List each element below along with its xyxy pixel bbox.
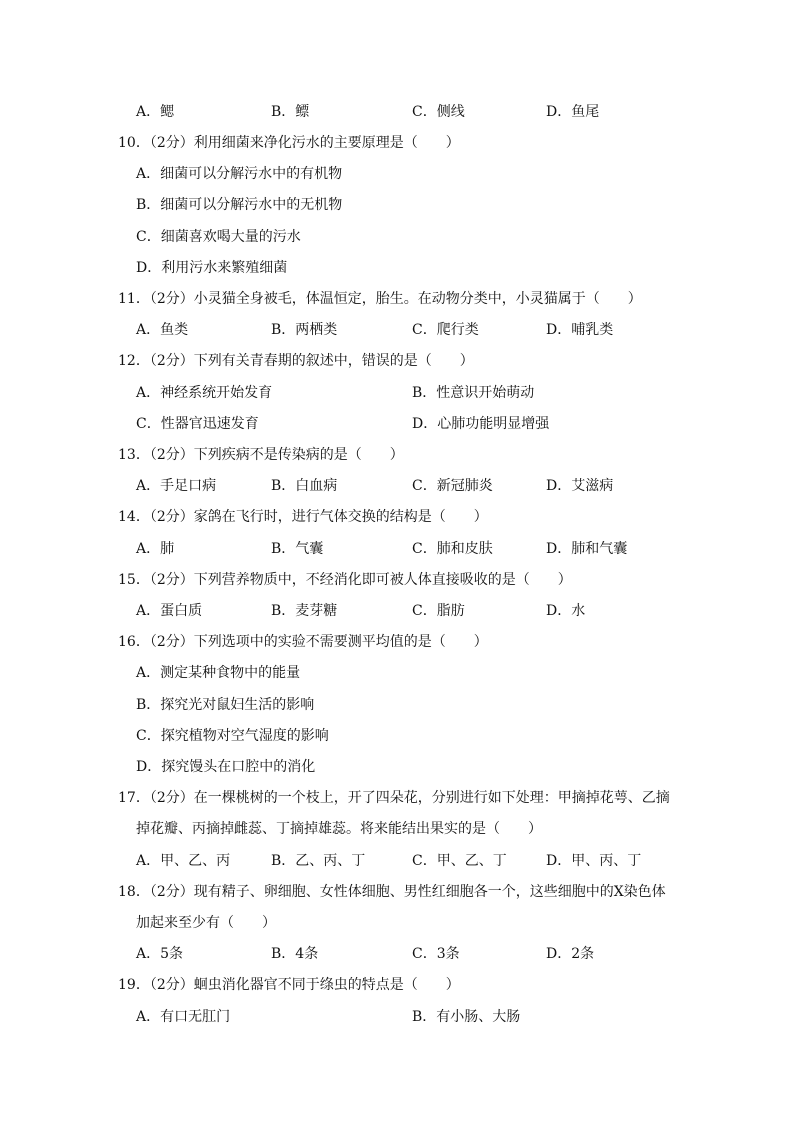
q15-options xyxy=(0,600,794,622)
q18-stem: 18．（2分）现有精子、卵细胞、女性体细胞、男性红细胞各一个，这些细胞中的X染色体 xyxy=(118,884,666,900)
q19-option-a: A．有口无肛门 xyxy=(136,1009,231,1025)
q18-option-d: D．2条 xyxy=(546,946,595,962)
q12-options-cd xyxy=(0,413,794,435)
q15-stem: 15．（2分）下列营养物质中，不经消化即可被人体直接吸收的是（ ） xyxy=(118,572,572,588)
q10-option-a: A．细菌可以分解污水中的有机物 xyxy=(136,166,343,182)
q16-option-a-line xyxy=(0,662,794,684)
q12-stem-line xyxy=(0,350,794,372)
q16-stem-line xyxy=(0,631,794,653)
q18-option-a: A．5条 xyxy=(136,946,184,962)
q16-option-a: A．测定某种食物中的能量 xyxy=(136,665,301,681)
q17-options xyxy=(0,850,794,872)
q12-stem: 12．（2分）下列有关青春期的叙述中，错误的是（ ） xyxy=(118,353,474,369)
q18-stem-cont-line xyxy=(0,912,794,934)
q15-stem-line xyxy=(0,569,794,591)
q17-option-c: C．甲、乙、丁 xyxy=(412,853,507,869)
q16-option-c: C．探究植物对空气湿度的影响 xyxy=(136,728,329,744)
q14-option-c: C．肺和皮肤 xyxy=(412,541,493,557)
q15-option-a: A．蛋白质 xyxy=(136,603,203,619)
q19-option-b: B．有小肠、大肠 xyxy=(412,1009,521,1025)
q12-option-b: B．性意识开始萌动 xyxy=(412,385,535,401)
q19-stem-line xyxy=(0,974,794,996)
q11-option-b: B．两栖类 xyxy=(271,322,338,338)
q14-option-b: B．气囊 xyxy=(271,541,324,557)
q16-stem: 16．（2分）下列选项中的实验不需要测平均值的是（ ） xyxy=(118,634,488,650)
q18-options xyxy=(0,943,794,965)
q10-option-d-line xyxy=(0,257,794,279)
q16-option-d-line xyxy=(0,756,794,778)
q11-options xyxy=(0,319,794,341)
q14-option-a: A．肺 xyxy=(136,541,175,557)
q13-options xyxy=(0,475,794,497)
q17-stem-cont-line xyxy=(0,818,794,840)
q10-option-d: D．利用污水来繁殖细菌 xyxy=(136,260,288,276)
q10-option-a-line xyxy=(0,163,794,185)
q16-option-b-line xyxy=(0,694,794,716)
q18-option-c: C．3条 xyxy=(412,946,460,962)
q14-stem: 14．（2分）家鸽在飞行时，进行气体交换的结构是（ ） xyxy=(118,509,488,525)
q13-option-c: C．新冠肺炎 xyxy=(412,478,493,494)
q18-stem-cont: 加起来至少有（ ） xyxy=(136,915,276,931)
q10-stem: 10．（2分）利用细菌来净化污水的主要原理是（ ） xyxy=(118,135,460,151)
q15-option-b: B．麦芽糖 xyxy=(271,603,338,619)
q9-options xyxy=(0,101,794,123)
q10-option-c-line xyxy=(0,226,794,248)
q9-option-d: D．鱼尾 xyxy=(546,104,600,120)
q17-option-b: B．乙、丙、丁 xyxy=(271,853,366,869)
q14-options xyxy=(0,538,794,560)
q9-option-b: B．鳔 xyxy=(271,104,310,120)
q13-stem-line xyxy=(0,444,794,466)
q17-stem-cont: 掉花瓣、丙摘掉雌蕊、丁摘掉雄蕊。将来能结出果实的是（ ） xyxy=(136,821,542,837)
q18-stem-line xyxy=(0,881,794,903)
q17-stem: 17．（2分）在一棵桃树的一个枝上，开了四朵花，分别进行如下处理：甲摘掉花萼、乙摘 xyxy=(118,790,670,806)
q11-option-a: A．鱼类 xyxy=(136,322,189,338)
q12-option-a: A．神经系统开始发育 xyxy=(136,385,273,401)
q12-options-ab xyxy=(0,382,794,404)
q19-stem: 19．（2分）蛔虫消化器官不同于绦虫的特点是（ ） xyxy=(118,977,460,993)
q13-stem: 13．（2分）下列疾病不是传染病的是（ ） xyxy=(118,447,404,463)
q14-stem-line xyxy=(0,506,794,528)
q9-option-a: A．鳃 xyxy=(136,104,175,120)
q13-option-b: B．白血病 xyxy=(271,478,338,494)
q10-option-b-line xyxy=(0,194,794,216)
q11-stem: 11．（2分）小灵猫全身被毛，体温恒定，胎生。在动物分类中，小灵猫属于（ ） xyxy=(118,291,642,307)
q13-option-d: D．艾滋病 xyxy=(546,478,614,494)
q12-option-d: D．心肺功能明显增强 xyxy=(412,416,550,432)
q15-option-d: D．水 xyxy=(546,603,586,619)
q14-option-d: D．肺和气囊 xyxy=(546,541,628,557)
q13-option-a: A．手足口病 xyxy=(136,478,217,494)
q9-option-c: C．侧线 xyxy=(412,104,465,120)
q16-option-c-line xyxy=(0,725,794,747)
q17-option-d: D．甲、丙、丁 xyxy=(546,853,642,869)
q16-option-b: B．探究光对鼠妇生活的影响 xyxy=(136,697,315,713)
q17-stem-line xyxy=(0,787,794,809)
q18-option-b: B．4条 xyxy=(271,946,319,962)
q19-options-ab xyxy=(0,1006,794,1028)
q11-option-c: C．爬行类 xyxy=(412,322,479,338)
q11-stem-line xyxy=(0,288,794,310)
q10-option-b: B．细菌可以分解污水中的无机物 xyxy=(136,197,343,213)
q15-option-c: C．脂肪 xyxy=(412,603,465,619)
q12-option-c: C．性器官迅速发育 xyxy=(136,416,259,432)
q11-option-d: D．哺乳类 xyxy=(546,322,614,338)
q16-option-d: D．探究馒头在口腔中的消化 xyxy=(136,759,316,775)
q10-stem-line xyxy=(0,132,794,154)
q17-option-a: A．甲、乙、丙 xyxy=(136,853,231,869)
q10-option-c: C．细菌喜欢喝大量的污水 xyxy=(136,229,301,245)
